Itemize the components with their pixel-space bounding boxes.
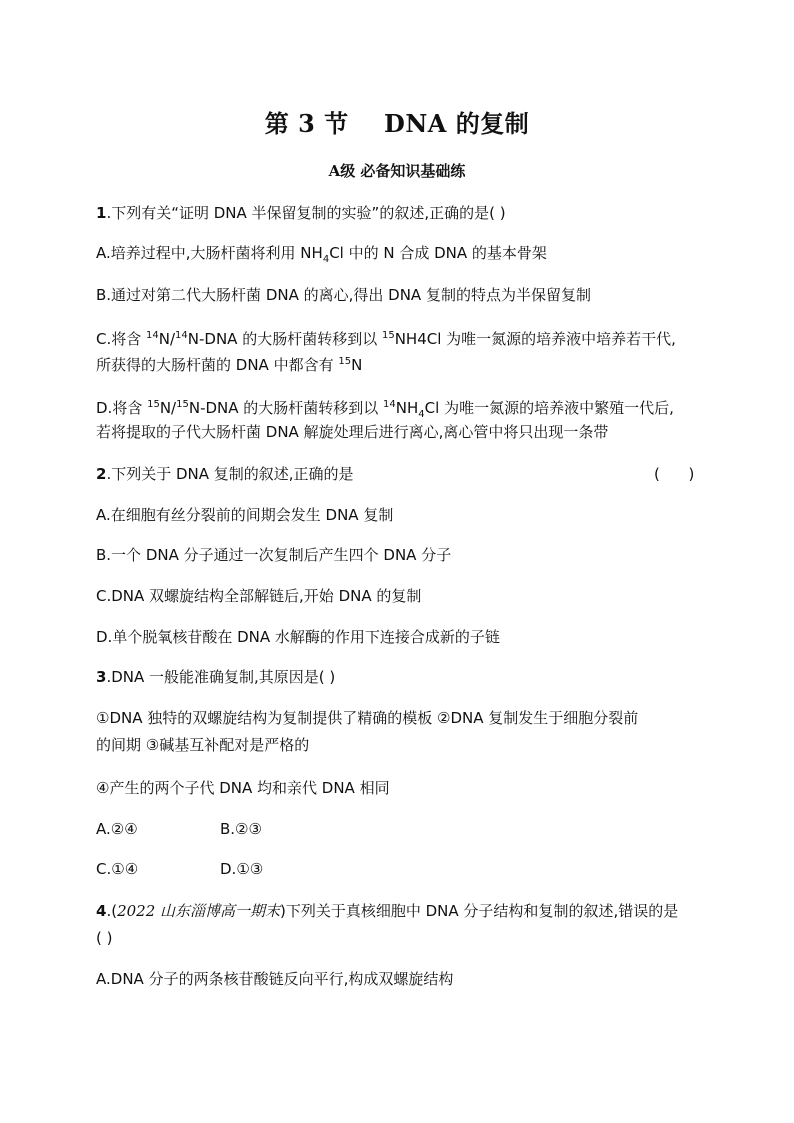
- answer-blank: ( ): [96, 929, 113, 947]
- question-4-option-a: A.DNA 分子的两条核苷酸链反向平行,构成双螺旋结构: [96, 970, 454, 988]
- superscript: 15: [147, 399, 160, 410]
- question-3-option-c: C.①④: [96, 860, 139, 878]
- subscript: 4: [418, 409, 425, 420]
- option-text: NH4Cl 为唯一氮源的培养液中培养若干代,: [394, 330, 676, 348]
- question-1-option-d-line2: 若将提取的子代大肠杆菌 DNA 解旋处理后进行离心,离心管中将只出现一条带: [96, 423, 609, 441]
- question-1-option-b: B.通过对第二代大肠杆菌 DNA 的离心,得出 DNA 复制的特点为半保留复制: [96, 286, 591, 304]
- question-number: 4: [96, 902, 107, 920]
- section-heading: A级 必备知识基础练: [328, 162, 466, 180]
- option-text: Cl 为唯一氮源的培养液中繁殖一代后,: [424, 399, 674, 417]
- superscript: 15: [338, 356, 352, 367]
- question-text: .下列关于 DNA 复制的叙述,正确的是: [106, 465, 354, 483]
- question-2-option-a: A.在细胞有丝分裂前的间期会发生 DNA 复制: [96, 506, 394, 524]
- question-1-option-a: [96, 242, 547, 271]
- superscript: 14: [146, 330, 159, 341]
- question-number: 2: [96, 465, 107, 483]
- subscript: 4: [322, 254, 330, 265]
- option-text: Cl 中的 N 合成 DNA 的基本骨架: [329, 244, 547, 262]
- option-text: D.将含: [96, 399, 148, 417]
- option-text: N/: [158, 330, 176, 348]
- question-3-option-b: B.②③: [220, 820, 262, 838]
- question-1-option-c-line1: [96, 325, 676, 350]
- question-3-statement-line3: ④产生的两个子代 DNA 均和亲代 DNA 相同: [96, 779, 390, 797]
- question-text: .DNA 一般能准确复制,其原因是( ): [106, 668, 336, 686]
- option-text: N-DNA 的大肠杆菌转移到以: [187, 330, 382, 348]
- question-number: 1: [96, 204, 107, 222]
- option-text: 所获得的大肠杆菌的 DNA 中都含有: [96, 356, 339, 374]
- option-text: C.将含: [96, 330, 147, 348]
- question-3-statement-line2: 的间期 ③碱基互补配对是严格的: [96, 736, 310, 754]
- option-text: NH: [395, 399, 419, 417]
- question-3-option-a: A.②④: [96, 820, 138, 838]
- superscript: 15: [381, 330, 395, 341]
- option-text: N-DNA 的大肠杆菌转移到以: [188, 399, 384, 417]
- question-source: 2022 山东淄博高一期末: [117, 902, 281, 920]
- question-4-stem: [96, 900, 678, 922]
- option-text: N: [351, 356, 363, 374]
- question-2-option-c: C.DNA 双螺旋结构全部解链后,开始 DNA 的复制: [96, 587, 422, 605]
- question-text: )下列关于真核细胞中 DNA 分子结构和复制的叙述,错误的是: [280, 902, 679, 920]
- question-3-stem: [96, 666, 335, 688]
- question-3-option-d: D.①③: [220, 860, 264, 878]
- option-text: N/: [159, 399, 177, 417]
- question-number: 3: [96, 668, 107, 686]
- answer-blank: ( ): [654, 465, 695, 483]
- question-text: .(: [106, 902, 118, 920]
- question-1-stem: [96, 202, 506, 224]
- question-text: .下列有关“证明 DNA 半保留复制的实验”的叙述,正确的是( ): [106, 204, 506, 222]
- question-1-option-c-line2: [96, 351, 362, 376]
- question-2-option-d: D.单个脱氧核苷酸在 DNA 水解酶的作用下连接合成新的子链: [96, 628, 500, 646]
- option-text: A.培养过程中,大肠杆菌将利用 NH: [96, 244, 323, 262]
- superscript: 15: [176, 399, 189, 410]
- superscript: 14: [175, 330, 188, 341]
- question-2-option-b: B.一个 DNA 分子通过一次复制后产生四个 DNA 分子: [96, 546, 452, 564]
- page-title: 第 3 节 DNA 的复制: [264, 109, 530, 138]
- question-3-statement-line1: ①DNA 独特的双螺旋结构为复制提供了精确的模板 ②DNA 复制发生于细胞分裂前: [96, 709, 639, 727]
- superscript: 14: [383, 399, 396, 410]
- question-2-stem: [96, 463, 354, 485]
